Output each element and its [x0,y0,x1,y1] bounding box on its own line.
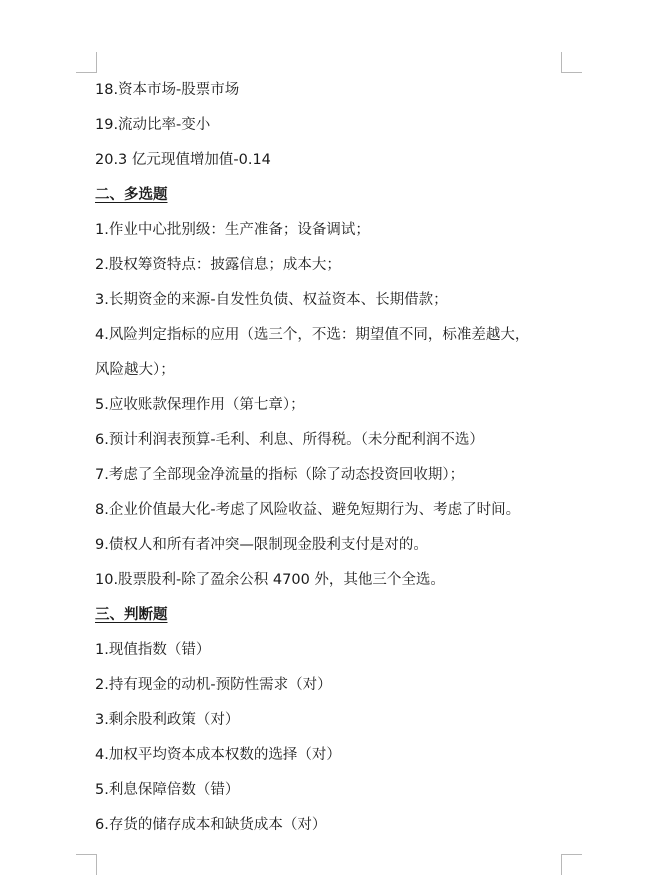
answer-line: 8.企业价值最大化-考虑了风险收益、避免短期行为、考虑了时间。 [95,502,521,518]
section-heading-true-false: 三、判断题 [95,607,168,623]
document-body [95,78,575,848]
answer-line: 3.长期资金的来源-自发性负债、权益资本、长期借款； [95,292,448,308]
answer-line-continuation: 风险越大）； [95,362,175,378]
crop-mark-top-left [76,52,97,73]
answer-line: 6.预计利润表预算-毛利、利息、所得税。（未分配利润不选） [95,432,484,448]
answer-line: 1.现值指数（错） [95,642,211,658]
answer-line: 3.剩余股利政策（对） [95,712,240,728]
crop-mark-top-right [561,52,582,73]
answer-line: 20.3 亿元现值增加值-0.14 [95,152,271,168]
answer-line: 5.应收账款保理作用（第七章）； [95,397,305,413]
answer-line: 2.股权筹资特点：披露信息；成本大； [95,257,341,273]
answer-line: 5.利息保障倍数（错） [95,782,240,798]
answer-line: 19.流动比率-变小 [95,117,211,133]
crop-mark-bottom-left [76,854,97,875]
answer-line: 10.股票股利-除了盈余公积 4700 外，其他三个全选。 [95,572,445,588]
answer-line: 6.存货的储存成本和缺货成本（对） [95,817,327,833]
crop-mark-bottom-right [561,854,582,875]
answer-line: 7.考虑了全部现金净流量的指标（除了动态投资回收期）； [95,467,465,483]
section-heading-multiple-choice: 二、多选题 [95,187,168,203]
answer-line: 1.作业中心批别级：生产准备；设备调试； [95,222,370,238]
answer-line: 18.资本市场-股票市场 [95,82,240,98]
answer-line: 4.加权平均资本成本权数的选择（对） [95,747,341,763]
answer-line: 2.持有现金的动机-预防性需求（对） [95,677,332,693]
answer-line: 9.债权人和所有者冲突—限制现金股利支付是对的。 [95,537,428,553]
answer-line: 4.风险判定指标的应用（选三个，不选：期望值不同，标准差越大， [95,327,530,343]
